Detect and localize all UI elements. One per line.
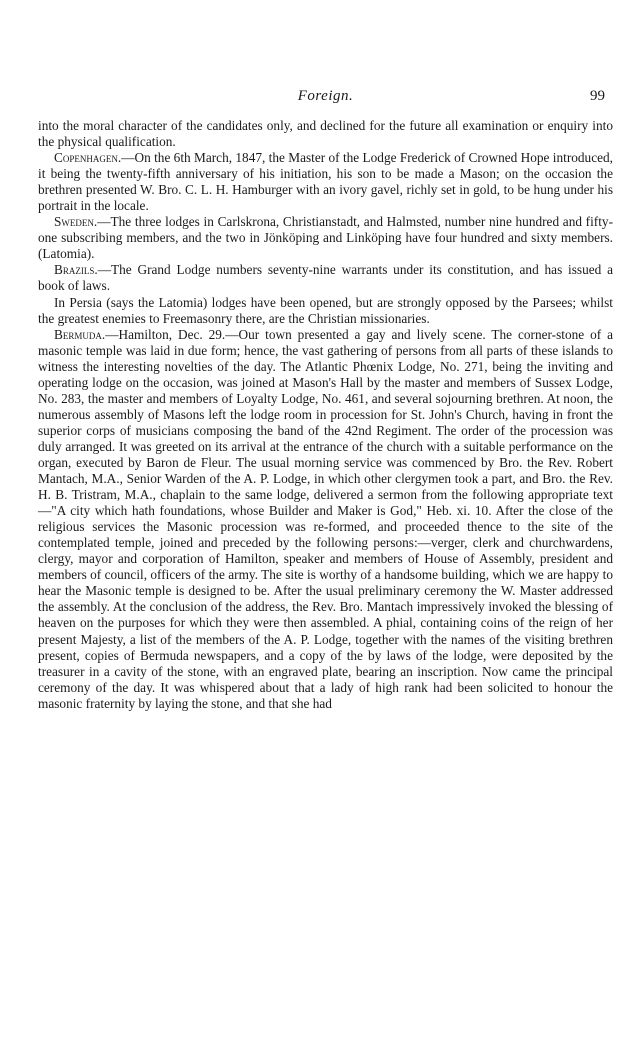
paragraph-text: —The three lodges in Carlskrona, Christianstadt, and Halmsted, number nine hundred and fifty-one subscribing members, and the two in Jönköping and Linköping have four hundred and sixty members. (Latomia).: [38, 214, 613, 262]
paragraph-lead: Bermuda.: [54, 326, 106, 342]
running-title: Foreign.: [297, 88, 354, 104]
paragraph-lead: Brazils.: [54, 262, 98, 278]
paragraph-copenhagen: [38, 150, 613, 214]
body-text: [38, 118, 613, 712]
paragraph-text: —On the 6th March, 1847, the Master of the Lodge Frederick of Crowned Hope introduced, it being the twenty-fifth anniversary of his initiation, his son to be made a Mason; on the occasion the brethren presented W. Bro. C. L. H. Hamburger with an ivory gavel, richly set in gold, to be hung under his portrait in the locale.: [38, 150, 613, 214]
paragraph-text: into the moral character of the candidates only, and declined for the future all examination or enquiry into the physical qualification.: [38, 118, 613, 150]
paragraph-text: —The Grand Lodge numbers seventy-nine warrants under its constitution, and has issued a book of laws.: [38, 262, 613, 294]
paragraph-lead: Sweden.: [54, 214, 98, 230]
paragraph-sweden: [38, 214, 613, 262]
paragraph-bermuda: [38, 327, 613, 712]
paragraph-continuation: [38, 118, 613, 150]
paragraph-persia: [38, 295, 613, 327]
paragraph-brazils: [38, 262, 613, 294]
paragraph-text: —Hamilton, Dec. 29.—Our town presented a gay and lively scene. The corner-stone of a masonic temple was laid in due form; hence, the vast gathering of persons from all parts of these islands to witness the interesting novelties of the day. The Atlantic Phœnix Lodge, No. 271, being the inviting and operating lodge on the occasion, was joined at Mason's Hall by the master and members of Sussex Lodge, No. 283, the master and members of Loyalty Lodge, No. 461, and several sojourning brethren. At noon, the numerous assembly of Masons left the lodge room in procession for St. John's Church, having in front the superior corps of musicians composing the band of the 42nd Regiment. The order of the procession was duly arranged. It was greeted on its arrival at the entrance of the church with a suitable performance on the organ, executed by Baron de Fleur. The usual morning service was commenced by Bro. the Rev. Robert Mantach, M.A., Senior Warden of the A. P. Lodge, in which other clergymen took a part, and Bro. the Rev. H. B. Tristram, M.A., chaplain to the same lodge, delivered a sermon from the following appropriate text—"A city which hath foundations, whose Builder and Maker is God," Heb. xi. 10. After the close of the religious services the Masonic procession was re-formed, and proceeded thence to the site of the contemplated temple, joined and preceded by the following persons:—verger, clerk and churchwardens, clergy, mayor and corporation of Hamilton, speaker and members of House of Assembly, president and members of council, officers of the army. The site is worthy of a handsome building, which we are happy to hear the Masonic temple is designed to be. After the usual preliminary ceremony the W. Master addressed the assembly. At the conclusion of the address, the Rev. Bro. Mantach impressively invoked the blessing of heaven on the purposes for which they were then assembled. A phial, containing coins of the reign of her present Majesty, a list of the members of the A. P. Lodge, together with the names of the visiting brethren present, copies of Bermuda newspapers, and a copy of the by laws of the lodge, were deposited by the treasurer in a cavity of the stone, with an engraved plate, bearing an inscription. Now came the principal ceremony of the day. It was whispered about that a lady of high rank had been solicited to honour the masonic fraternity by laying the stone, and that she had: [38, 326, 613, 711]
paragraph-text: In Persia (says the Latomia) lodges have been opened, but are strongly opposed by the Parsees; whilst the greatest enemies to Freemasonry there, are the Christian missionaries.: [38, 294, 613, 326]
page-number: 99: [590, 88, 605, 104]
paragraph-lead: Copenhagen.: [54, 150, 122, 166]
page-header: [38, 88, 613, 110]
